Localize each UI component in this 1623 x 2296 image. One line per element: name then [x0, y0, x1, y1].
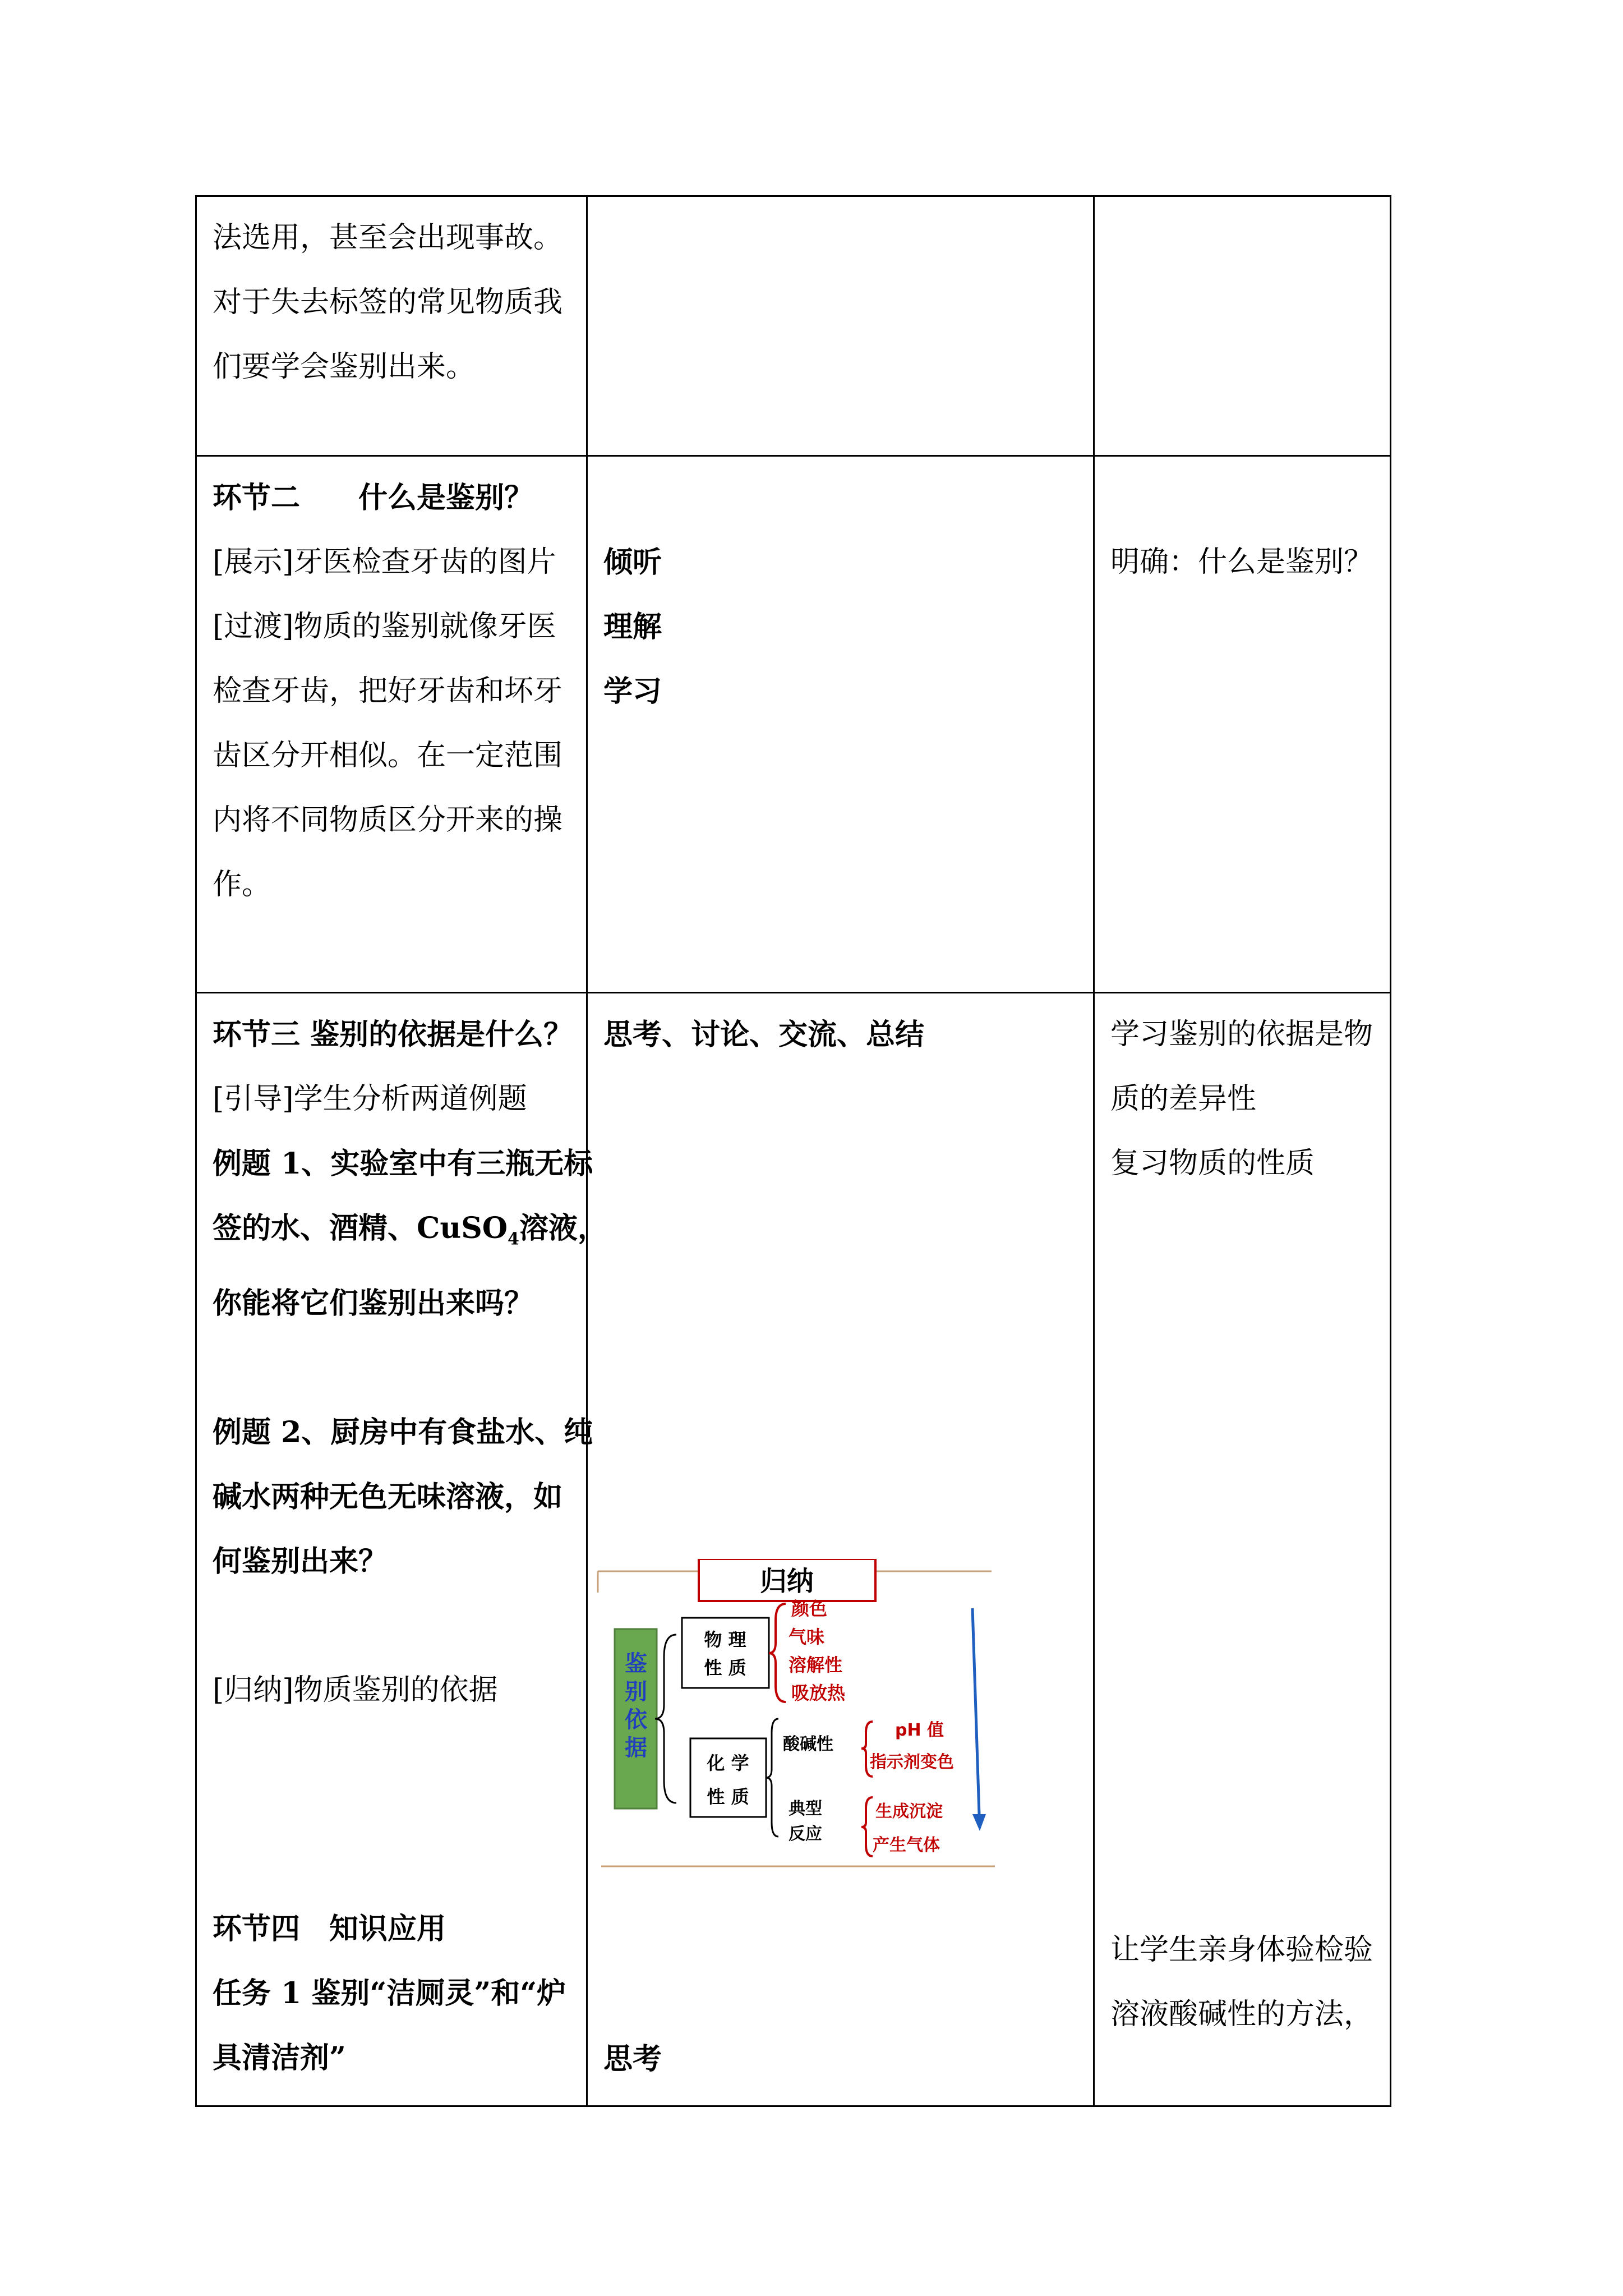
text-line: 溶液酸碱性的方法，: [1110, 1998, 1373, 2031]
text-line: 作。: [213, 868, 271, 901]
reaction-item: 产生气体: [873, 1835, 940, 1855]
text-line: 学习鉴别的依据是物: [1110, 1018, 1373, 1051]
physical-label: 物 理: [704, 1629, 746, 1650]
root-label-char: 据: [625, 1735, 647, 1761]
main-brace: [655, 1635, 676, 1803]
example-2-line: 何鉴别出来？: [213, 1544, 388, 1579]
table-row-2: [196, 456, 1391, 993]
text-line: 学习: [603, 674, 662, 708]
task-line: 任务 1 鉴别“洁厕灵”和“炉: [213, 1976, 566, 2011]
text-line: 法选用，甚至会出现事故。: [213, 221, 563, 255]
down-arrow-shaft: [972, 1608, 979, 1814]
text-line: [展示]牙医检查牙齿的图片: [213, 545, 556, 579]
chemical-label: 性 质: [707, 1786, 749, 1807]
example-1-line: 例题 1、实验室中有三瓶无标: [213, 1147, 593, 1181]
root-label-char: 鉴: [625, 1651, 647, 1677]
task-line: 具清洁剂”: [213, 2041, 346, 2076]
reaction-brace: [861, 1797, 873, 1856]
text-line: 思考、讨论、交流、总结: [603, 1018, 925, 1052]
text-line: 让学生亲身体验检验: [1110, 1933, 1373, 1967]
text-line: 明确：什么是鉴别？: [1110, 545, 1373, 579]
text-line: 齿区分开相似。在一定范围: [213, 739, 563, 772]
example-1-line: 签的水、酒精、CuSO$_4$溶液，: [213, 1211, 607, 1249]
acidity-item: 指示剂变色: [870, 1752, 954, 1772]
physical-item: 溶解性: [789, 1654, 843, 1676]
acidity-label: 酸碱性: [783, 1734, 833, 1754]
reaction-label: 典型: [789, 1799, 822, 1819]
physical-item: 吸放热: [791, 1682, 846, 1704]
reaction-label: 反应: [789, 1824, 822, 1844]
diagram-title: 归纳: [759, 1566, 814, 1597]
design-intent-cell: [1094, 196, 1391, 456]
student-activity-cell: [587, 456, 1094, 993]
student-activity-cell: [587, 196, 1094, 456]
text-line: [过渡]物质的鉴别就像牙医: [213, 610, 556, 643]
example-2-line: 例题 2、厨房中有食盐水、纯: [213, 1415, 593, 1450]
text-line: 倾听: [603, 545, 662, 579]
chemical-brace: [766, 1719, 778, 1837]
down-arrow-icon: [972, 1814, 986, 1831]
design-intent-cell: [1094, 456, 1391, 993]
text-line: 质的差异性: [1110, 1082, 1257, 1116]
text-line: 复习物质的性质: [1110, 1147, 1315, 1180]
teacher-activity-cell: [196, 456, 587, 993]
root-label-char: 别: [625, 1679, 647, 1705]
section-heading: 环节三 鉴别的依据是什么？: [213, 1018, 573, 1052]
identification-basis-diagram: [592, 1559, 1013, 1873]
chemical-label: 化 学: [707, 1752, 749, 1774]
teacher-activity-cell: [196, 196, 587, 456]
lesson-plan-table: [195, 195, 1391, 2107]
text-line: [引导]学生分析两道例题: [213, 1082, 527, 1116]
physical-item: 气味: [789, 1626, 825, 1648]
design-intent-cell: [1094, 993, 1391, 2106]
text-line: 思考: [603, 2042, 662, 2076]
text-line: 检查牙齿，把好牙齿和坏牙: [213, 674, 563, 708]
student-activity-cell: [587, 993, 1094, 2106]
section-heading: 环节二 什么是鉴别？: [213, 481, 534, 515]
root-label-char: 依: [625, 1707, 647, 1733]
physical-label: 性 质: [704, 1657, 746, 1678]
acidity-item: pH 值: [895, 1720, 944, 1740]
table-row-1: [196, 196, 1391, 456]
teacher-activity-cell: [196, 993, 607, 2106]
summary-line: [归纳]物质鉴别的依据: [213, 1673, 498, 1708]
physical-item: 颜色: [791, 1598, 828, 1619]
text-line: 内将不同物质区分开来的操: [213, 803, 563, 837]
reaction-item: 生成沉淀: [875, 1802, 943, 1821]
example-2-line: 碱水两种无色无味溶液，如: [213, 1480, 563, 1515]
text-line: 理解: [603, 610, 662, 644]
example-1-line: 你能将它们鉴别出来吗？: [213, 1286, 534, 1321]
text-line: 们要学会鉴别出来。: [213, 350, 476, 384]
table-row-3: [196, 993, 1391, 2106]
section-heading: 环节四 知识应用: [213, 1912, 446, 1947]
physical-brace: [769, 1604, 786, 1702]
text-line: 对于失去标签的常见物质我: [213, 286, 563, 319]
